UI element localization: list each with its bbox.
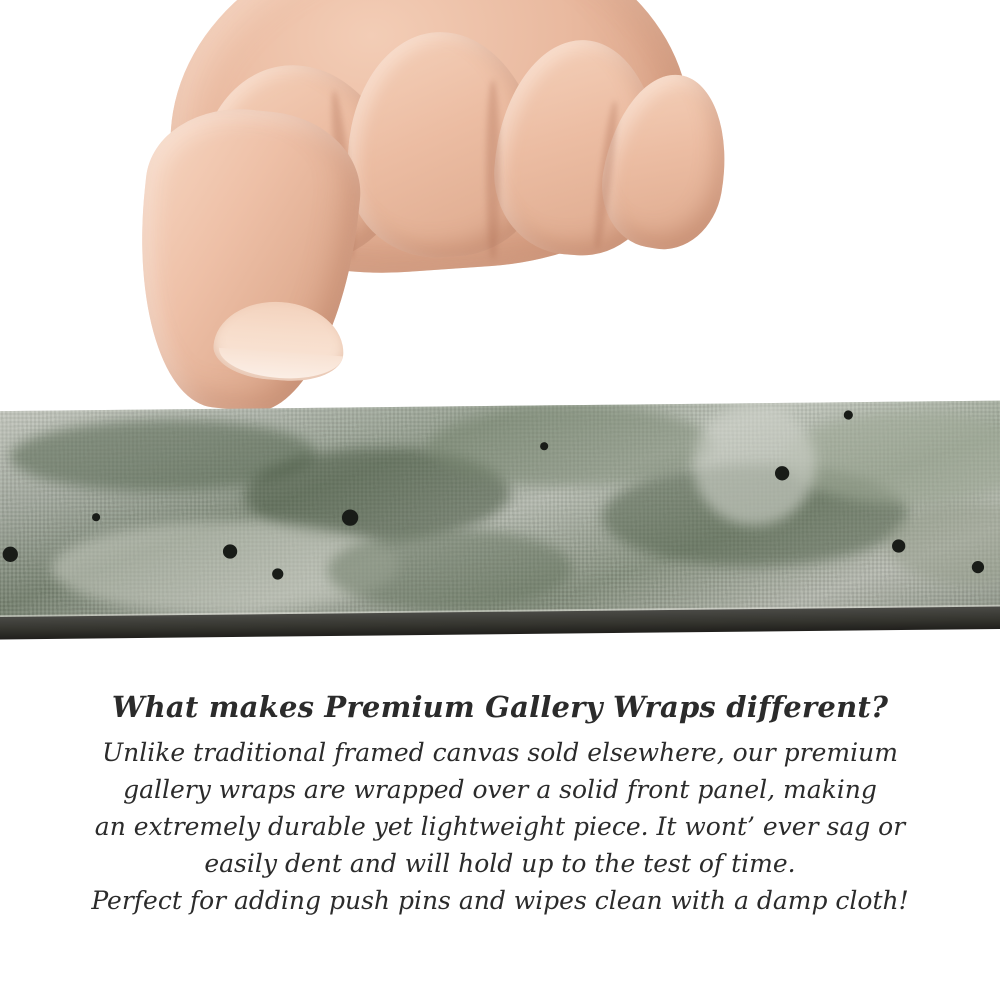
finger-crease-2	[486, 80, 500, 260]
texture-speck	[272, 568, 283, 579]
paint-blotch	[693, 403, 817, 527]
texture-speck	[3, 547, 18, 562]
caption-line-2: gallery wraps are wrapped over a solid front panel, making	[123, 775, 877, 804]
texture-speck	[92, 513, 100, 521]
canvas-edge-texture	[0, 401, 1000, 628]
texture-speck	[844, 410, 853, 419]
caption-title: What makes Premium Gallery Wraps different?	[111, 690, 889, 724]
caption-line-3: an extremely durable yet lightweight piece. It wont’ ever sag or	[94, 812, 906, 841]
texture-speck	[342, 509, 358, 525]
texture-speck	[892, 539, 905, 552]
texture-speck	[540, 442, 548, 450]
texture-speck	[223, 544, 237, 558]
caption-line-5: Perfect for adding push pins and wipes clean with a damp cloth!	[91, 886, 909, 915]
paint-blotch	[327, 528, 573, 612]
caption-line-1: Unlike traditional framed canvas sold elsewhere, our premium	[102, 738, 898, 767]
texture-speck	[775, 466, 789, 480]
caption-line-4: easily dent and will hold up to the test of time.	[204, 849, 796, 878]
hand-photo	[108, 0, 708, 420]
caption-block	[0, 690, 1000, 919]
texture-speck	[972, 561, 984, 573]
